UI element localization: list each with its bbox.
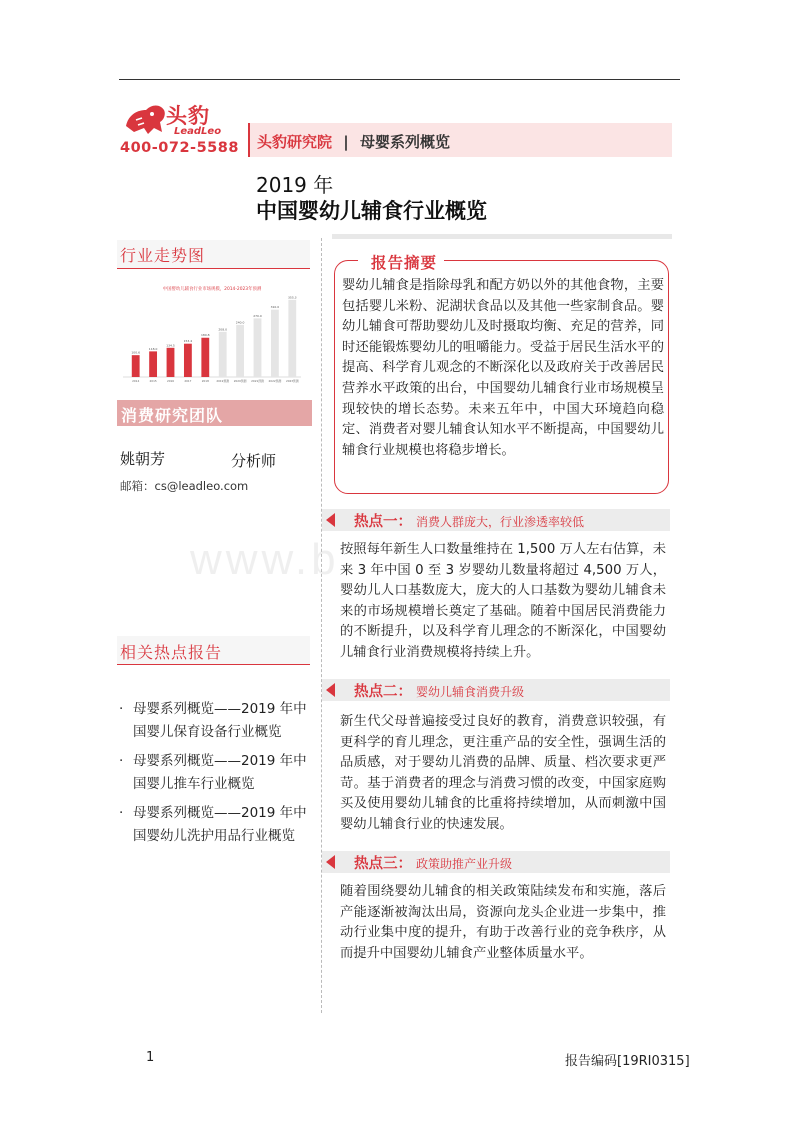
header-series: 母婴系列概览 <box>359 133 450 151</box>
chart-bar <box>254 318 262 377</box>
analyst-name: 姚朝芳 <box>120 450 166 468</box>
title-year: 2019 年 <box>256 173 334 197</box>
hotspot-title <box>354 680 524 701</box>
team-section-title: 消费研究团队 <box>121 406 224 425</box>
summary-tag: 报告摘要 <box>371 254 438 272</box>
hotspot-text: 新生代父母普遍接受过良好的教育，消费意识较强，有更科学的育儿理念，更注重产品的安全性，强调生活的品质感，对于婴幼儿消费的品牌、质量、档次要求更严苛。基于消费者的理念与消费习惯的改变，中国家庭购买及使用婴幼儿辅食的比重将持续增加，从而刺激中国婴幼儿辅食行业的快速发展。 <box>340 714 666 832</box>
watermark: www.b <box>190 535 340 584</box>
column-divider <box>321 238 322 1013</box>
chart-bar <box>271 310 279 377</box>
analyst-role: 分析师 <box>231 452 277 470</box>
title-underline <box>332 234 672 239</box>
chart-bar <box>219 332 227 377</box>
chart-bar <box>167 348 175 377</box>
chart-data-label: 153.4 <box>183 339 193 344</box>
chart-data-label: 100.6 <box>131 350 140 355</box>
chart-tick-label: 2017 <box>184 379 192 383</box>
hotspot-label: 热点一： <box>354 514 412 530</box>
hotspot-label: 热点二： <box>354 684 412 700</box>
chart-data-label: 180.8 <box>201 333 210 338</box>
analyst-email[interactable]: 邮箱：cs@leadleo.com <box>120 479 249 493</box>
chart-tick-label: 2016 <box>166 379 175 383</box>
header-text <box>257 131 450 152</box>
trend-section-rule <box>117 268 310 269</box>
hotspot-text: 随着围绕婴幼儿辅食的相关政策陆续发布和实施，落后产能逐渐被淘汰出局，资源向龙头企业进一步集中，推动行业集中度的提升，有助于改善行业的竞争秩序，从而提升中国婴幼儿辅食产业整体质量水平。 <box>340 884 666 961</box>
chart-bar <box>288 300 296 377</box>
related-report-link[interactable] <box>119 802 319 848</box>
related-report-title: 母婴系列概览——2019 年中国婴幼儿洗护用品行业概览 <box>133 805 307 844</box>
chart-bar <box>236 325 244 377</box>
report-code: 报告编码[19RI0315] <box>565 1054 690 1069</box>
chart-title: 中国婴幼儿辅食行业市场规模，2014-2023年预测 <box>162 287 262 292</box>
market-size-chart <box>117 282 307 390</box>
chart-bar <box>149 351 157 377</box>
chart-bar <box>184 344 192 377</box>
related-report-link[interactable] <box>119 698 319 744</box>
chart-data-label: 270.0 <box>253 313 262 318</box>
hotspot-text: 按照每年新生人口数量维持在 1,500 万人左右估算，未来 3 年中国 0 至 3 岁婴幼儿数量将超过 4,500 万人，婴幼儿人口基数庞大，庞大的人口基数为婴幼儿辅食未来的市场规模增长奠定了基础。随着中国居民消费能力的不断提升，以及科学育儿理念的不断深化，中国婴幼儿辅食行业消费规模将持续上升。 <box>340 542 666 660</box>
chart-data-label: 208.0 <box>218 327 227 332</box>
chart-tick-label: 2023预测 <box>285 379 299 383</box>
hotspot-sub: 消费人群庞大，行业渗透率较低 <box>416 515 585 529</box>
summary-text: 婴幼儿辅食是指除母乳和配方奶以外的其他食物，主要包括婴儿米粉、泥湖状食品以及其他一些家制食品。婴幼儿辅食可帮助婴幼儿及时摄取均衡、充足的营养，同时还能锻炼婴幼儿的咀嚼能力。受益于居民生活水平的提高、科学育儿观念的不断深化以及政府关于改善居民营养水平政策的出台，中国婴幼儿辅食行业市场规模呈现较快的增长态势。未来五年中，中国大环境趋向稳定、消费者对婴儿辅食认知水平不断提高，中国婴幼儿辅食行业规模也将稳步增长。 <box>342 278 664 458</box>
chart-data-label: 355.3 <box>288 295 297 300</box>
arrow-left-icon <box>326 513 335 527</box>
top-rule <box>119 79 680 80</box>
page-number: 1 <box>146 1050 155 1065</box>
chart-data-label: 134.5 <box>166 343 175 348</box>
related-report-title: 母婴系列概览——2019 年中国婴儿推车行业概览 <box>133 753 307 792</box>
chart-tick-label: 2014 <box>132 379 140 383</box>
chart-tick-label: 2022预测 <box>268 379 282 383</box>
page-title: 中国婴幼儿辅食行业概览 <box>256 199 487 223</box>
chart-bar <box>132 355 140 377</box>
hotspot-sub: 婴幼儿辅食消费升级 <box>416 685 525 699</box>
brand-sub: LeadLeo <box>174 126 222 137</box>
related-section-rule <box>117 664 310 665</box>
chart-tick-label: 2018 <box>201 379 209 383</box>
hotspot-title <box>354 852 512 873</box>
related-report-link[interactable] <box>119 750 319 796</box>
trend-section-title: 行业走势图 <box>120 246 206 265</box>
hotspot-title <box>354 510 584 531</box>
header-band-accent <box>248 123 250 157</box>
header-sep: | <box>343 133 349 151</box>
arrow-left-icon <box>326 683 335 697</box>
chart-tick-label: 2020预测 <box>233 379 247 383</box>
bullet: · <box>119 701 124 717</box>
chart-tick-label: 2019预测 <box>216 379 230 383</box>
chart-tick-label: 2015 <box>149 379 157 383</box>
hotspot-sub: 政策助推产业升级 <box>416 857 513 871</box>
chart-data-label: 310.0 <box>270 305 280 310</box>
related-report-title: 母婴系列概览——2019 年中国婴儿保育设备行业概览 <box>133 701 307 740</box>
header-institute: 头豹研究院 <box>257 133 333 151</box>
bullet: · <box>119 753 124 769</box>
brand-phone: 400-072-5588 <box>120 140 239 156</box>
chart-bar <box>201 338 209 377</box>
bullet: · <box>119 805 124 821</box>
chart-data-label: 118.0 <box>148 346 158 351</box>
related-section-title: 相关热点报告 <box>120 643 223 662</box>
arrow-left-icon <box>326 855 335 869</box>
brand-name: 头豹 <box>166 104 210 128</box>
chart-tick-label: 2021预测 <box>251 379 264 383</box>
hotspot-label: 热点三： <box>354 856 412 872</box>
chart-data-label: 240.0 <box>235 320 245 325</box>
